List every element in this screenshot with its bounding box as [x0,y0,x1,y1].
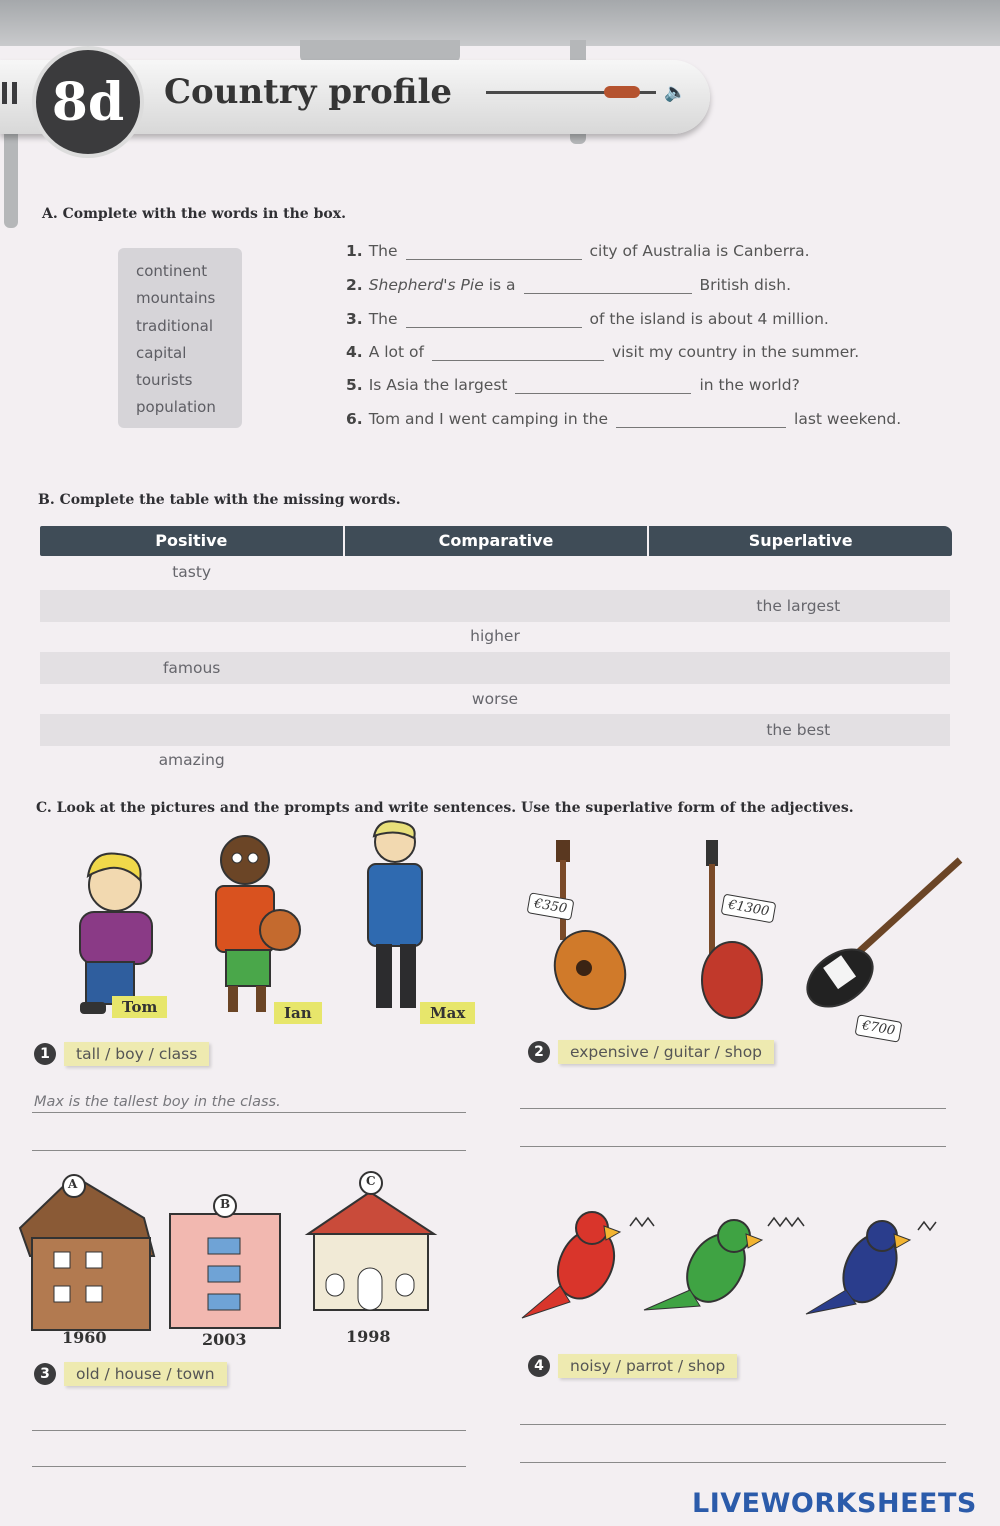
max-figure [368,821,422,1008]
table-row [40,744,950,776]
blue-parrot [806,1221,910,1314]
section-b-instruction: B. Complete the table with the missing words. [38,492,401,508]
table-cell[interactable] [40,620,343,652]
house-a [20,1176,154,1330]
house-year: 1960 [62,1328,107,1347]
sentence-number: 6. [346,410,363,428]
table-cell[interactable] [343,556,646,588]
liveworksheets-logo: LIVEWORKSHEETS [692,1488,977,1519]
table-cell[interactable] [647,620,950,652]
table-cell[interactable]: the best [766,721,831,739]
house-year: 2003 [202,1330,247,1349]
sentence-text: in the world? [699,376,800,394]
table-cell[interactable]: the largest [756,597,841,615]
sentence-text: Tom and I went camping in the [368,410,609,428]
answer-line[interactable] [520,1424,946,1425]
answer-blank[interactable] [616,414,786,428]
sentence-2 [346,276,791,294]
price-tag-2: €1300 [721,894,777,924]
sentence-text: city of Australia is Canberra. [589,242,810,260]
word-box-item: traditional [136,316,214,335]
noise-lines [630,1218,654,1226]
word-box-item: population [136,398,216,417]
table-cell[interactable] [40,683,343,715]
sentence-6 [346,410,901,428]
table-cell[interactable]: higher [470,627,520,645]
name-tag-tom: Tom [112,996,167,1018]
prompt-text: expensive / guitar / shop [558,1040,774,1064]
prompt-number: 4 [528,1355,550,1377]
answer-line[interactable] [520,1462,946,1463]
table-cell[interactable] [343,590,646,622]
table-row [40,683,950,715]
prompt-text: old / house / town [64,1362,227,1386]
sentence-number: 4. [346,343,363,361]
electric-guitar-red [702,840,762,1018]
column-header: Positive [40,526,345,556]
sentence-text: visit my country in the summer. [611,343,860,361]
prompt-2 [528,1040,774,1064]
sentence-text: A lot of [368,343,424,361]
price-tag-3: €700 [855,1014,903,1043]
unit-badge: 8d [32,46,144,158]
answer-blank[interactable] [406,314,582,328]
word-box-item: tourists [136,371,193,390]
word-box-item: capital [136,343,187,362]
word-box-item: mountains [136,289,216,308]
price-tag-1: €350 [527,892,575,921]
sentence-text: The [368,242,398,260]
houses-illustration [14,1168,454,1338]
name-tag-ian: Ian [274,1002,322,1024]
table-row [40,714,950,746]
red-parrot [522,1212,625,1318]
answer-line[interactable] [32,1466,466,1467]
prompt-1 [34,1042,209,1066]
table-cell[interactable] [40,714,343,746]
table-cell[interactable] [647,652,950,684]
prompt-4 [528,1354,737,1378]
sentence-5 [346,376,800,394]
answer-blank[interactable] [406,246,582,260]
column-header: Comparative [345,526,650,556]
column-header: Superlative [748,531,853,550]
table-cell[interactable]: tasty [172,563,212,581]
table-header [40,526,952,556]
acoustic-guitar [542,840,637,1021]
word-box [118,248,242,428]
prompt-number: 3 [34,1363,56,1385]
table-row [40,652,950,684]
table-cell[interactable] [647,683,950,715]
word-box-item: continent [136,262,208,280]
prompt-text: tall / boy / class [64,1042,209,1066]
table-cell[interactable] [343,714,646,746]
prompt-number: 2 [528,1041,550,1063]
house-letter: C [366,1174,376,1188]
sentence-text: The [368,310,398,328]
table-cell[interactable]: amazing [158,751,225,769]
house-year: 1998 [346,1327,391,1346]
noise-lines [918,1222,936,1230]
name-tag-max: Max [420,1002,475,1024]
audio-slider-knob[interactable] [604,86,640,98]
sentence-text: British dish. [699,276,791,294]
section-a-instruction: A. Complete with the words in the box. [42,206,346,222]
example-answer: Max is the tallest boy in the class. [34,1094,281,1110]
tom-figure [80,853,152,1014]
sentence-text: Is Asia the largest [368,376,508,394]
sentence-number: 5. [346,376,363,394]
answer-line[interactable] [520,1146,946,1147]
sentence-number: 3. [346,310,363,328]
table-cell[interactable] [343,744,646,776]
answer-blank[interactable] [432,347,604,361]
table-cell[interactable] [647,556,950,588]
page-title: Country profile [164,72,453,112]
house-b [170,1214,280,1328]
table-cell[interactable] [40,590,343,622]
table-cell[interactable]: famous [162,659,221,677]
pause-icon[interactable] [2,82,22,104]
table-row [40,590,950,622]
table-row [40,620,950,652]
house-c [308,1192,434,1310]
sentence-text: is a [488,276,516,294]
sentence-text: Shepherd's Pie [368,276,484,294]
answer-line[interactable] [520,1108,946,1109]
sentence-4 [346,343,859,361]
table-cell[interactable]: worse [471,690,519,708]
prompt-number: 1 [34,1043,56,1065]
guitars-illustration [510,840,980,1040]
header-drip [4,120,18,228]
green-parrot [644,1220,762,1312]
sentence-3 [346,310,829,328]
prompt-3 [34,1362,227,1386]
sentence-text: last weekend. [794,410,902,428]
parrots-illustration [520,1206,960,1346]
ian-figure [216,836,300,1012]
electric-guitar-black [797,860,960,1018]
section-c-instruction: C. Look at the pictures and the prompts and write sentences. Use the superlative form of the adjectives. [36,800,854,816]
answer-line[interactable] [32,1112,466,1113]
table-cell[interactable] [343,652,646,684]
house-letter: B [220,1197,231,1211]
header-drip [300,40,460,62]
noise-lines [768,1218,804,1226]
prompt-text: noisy / parrot / shop [558,1354,737,1378]
sentence-1 [346,242,810,260]
answer-blank[interactable] [515,380,691,394]
table-row [40,556,950,588]
answer-line[interactable] [32,1150,466,1151]
sentence-number: 1. [346,242,363,260]
sentence-number: 2. [346,276,363,294]
answer-blank[interactable] [524,280,692,294]
house-letter: A [68,1177,78,1191]
header-backdrop [0,0,1000,46]
answer-line[interactable] [32,1430,466,1431]
sentence-text: of the island is about 4 million. [589,310,829,328]
table-cell[interactable] [647,744,950,776]
speaker-icon[interactable]: 🔈 [664,82,687,103]
